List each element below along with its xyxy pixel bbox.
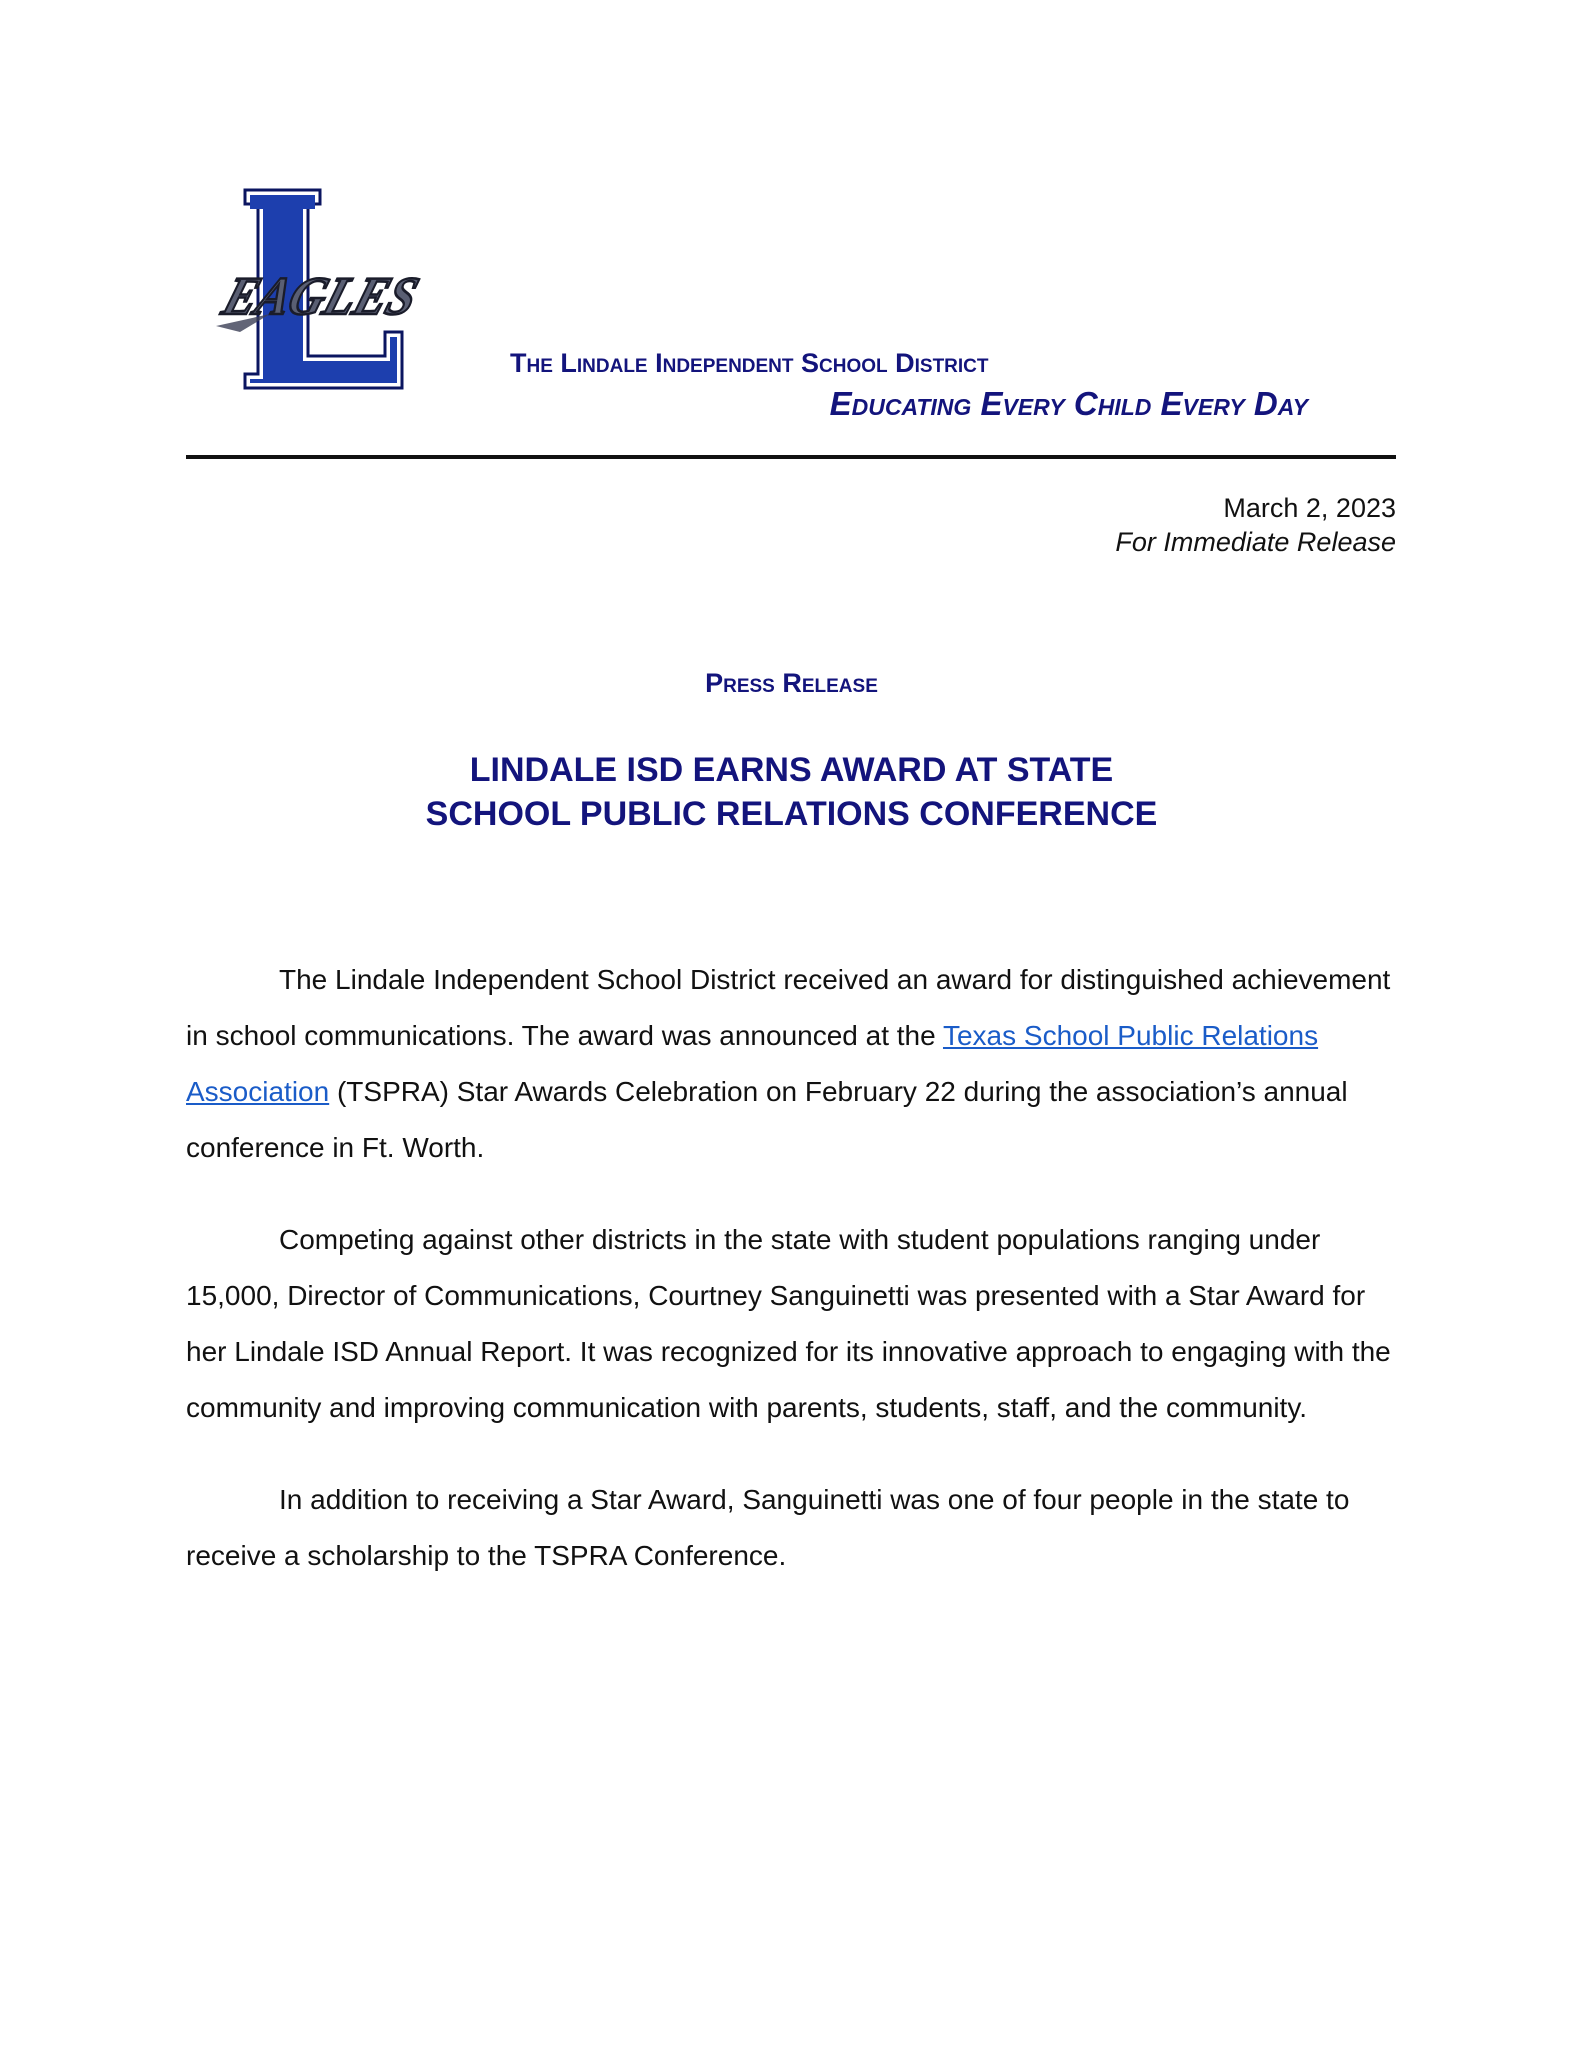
article-body [186,952,1396,1620]
headline-line-1: LINDALE ISD EARNS AWARD AT STATE [469,751,1114,789]
svg-text:EAGLES: EAGLES [216,266,446,326]
district-motto: Educating Every Child Every Day [829,385,1308,422]
paragraph-1-text-start: The Lindale Independent School District received an award for distinguished achievement in school communications. The award was announced at the [186,964,1391,1051]
header-divider [186,455,1396,459]
paragraph-1-text-end: (TSPRA) Star Awards Celebration on February 22 during the association’s annual conference in Ft. Worth. [186,1076,1348,1163]
paragraph-1 [186,952,1396,1176]
headline-line-2: SCHOOL PUBLIC RELATIONS CONFERENCE [425,795,1158,833]
headline [0,748,1583,836]
paragraph-3: In addition to receiving a Star Award, Sanguinetti was one of four people in the state to receive a scholarship to the TSPRA Conference. [186,1484,1350,1571]
press-release-label: Press Release [705,668,878,698]
paragraph-2: Competing against other districts in the state with student populations ranging under 15,000, Director of Communications, Courtney Sanguinetti was presented with a Star Award for her Lindale ISD Annual Report. It was recognized for its innovative approach to engaging with the community and improving communication with parents, students, staff, and the community. [186,1224,1391,1423]
tspra-link[interactable]: Texas School Public Relations Association [186,1020,1319,1107]
lindale-eagles-logo [210,186,446,392]
release-date: March 2, 2023 [1223,493,1396,523]
district-name: The Lindale Independent School District [510,348,989,378]
release-type: For Immediate Release [1115,527,1396,557]
